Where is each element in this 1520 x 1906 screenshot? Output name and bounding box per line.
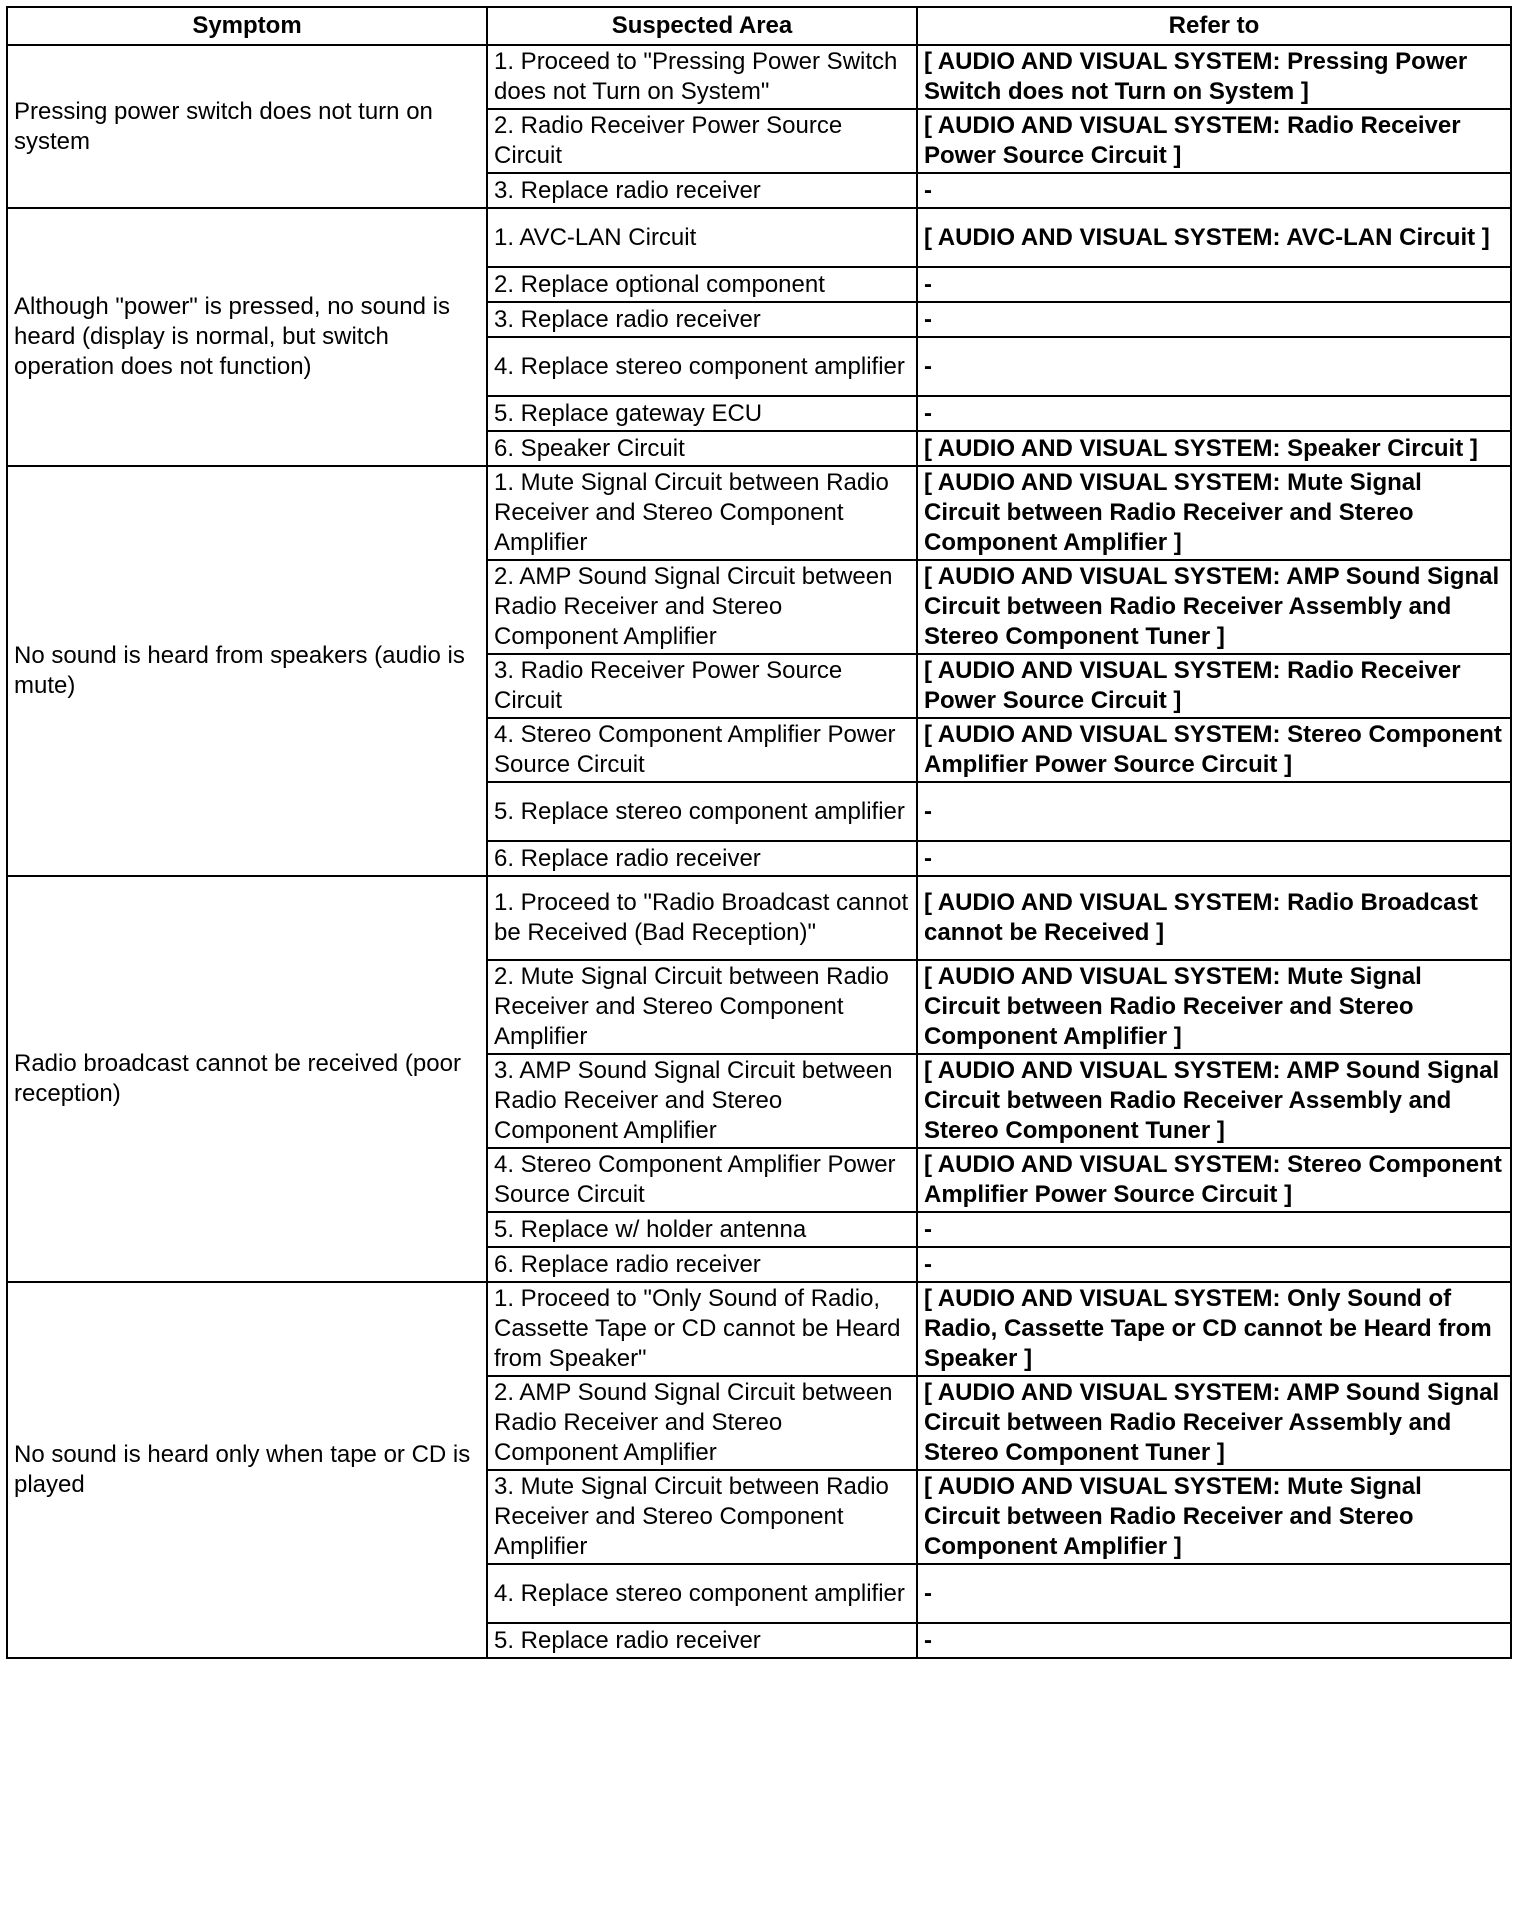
refer-to-cell: - [917, 396, 1511, 431]
refer-to-cell: [ AUDIO AND VISUAL SYSTEM: Radio Broadcast cannot be Received ] [917, 876, 1511, 960]
refer-to-cell: [ AUDIO AND VISUAL SYSTEM: AMP Sound Signal Circuit between Radio Receiver Assembly and Stereo Component Tuner ] [917, 560, 1511, 654]
refer-to-cell: [ AUDIO AND VISUAL SYSTEM: AVC-LAN Circuit ] [917, 208, 1511, 267]
refer-to-cell: - [917, 302, 1511, 337]
problem-symptoms-table [6, 6, 1512, 1659]
table-row [7, 45, 1511, 109]
table-row [7, 208, 1511, 267]
suspected-area-cell: 3. Replace radio receiver [487, 173, 917, 208]
refer-to-cell: [ AUDIO AND VISUAL SYSTEM: Mute Signal Circuit between Radio Receiver and Stereo Component Amplifier ] [917, 1470, 1511, 1564]
suspected-area-cell: 3. Mute Signal Circuit between Radio Receiver and Stereo Component Amplifier [487, 1470, 917, 1564]
suspected-area-cell: 1. Proceed to "Radio Broadcast cannot be Received (Bad Reception)" [487, 876, 917, 960]
refer-to-cell: - [917, 267, 1511, 302]
table-row [7, 876, 1511, 960]
suspected-area-cell: 3. AMP Sound Signal Circuit between Radio Receiver and Stereo Component Amplifier [487, 1054, 917, 1148]
refer-to-cell: [ AUDIO AND VISUAL SYSTEM: Pressing Power Switch does not Turn on System ] [917, 45, 1511, 109]
suspected-area-cell: 2. Mute Signal Circuit between Radio Receiver and Stereo Component Amplifier [487, 960, 917, 1054]
refer-to-cell: [ AUDIO AND VISUAL SYSTEM: Mute Signal Circuit between Radio Receiver and Stereo Component Amplifier ] [917, 466, 1511, 560]
header-symptom: Symptom [7, 7, 487, 45]
header-suspected-area: Suspected Area [487, 7, 917, 45]
suspected-area-cell: 2. AMP Sound Signal Circuit between Radio Receiver and Stereo Component Amplifier [487, 1376, 917, 1470]
suspected-area-cell: 5. Replace stereo component amplifier [487, 782, 917, 841]
refer-to-cell: - [917, 1564, 1511, 1623]
symptom-cell: Although "power" is pressed, no sound is heard (display is normal, but switch operation does not function) [7, 208, 487, 466]
suspected-area-cell: 2. Radio Receiver Power Source Circuit [487, 109, 917, 173]
suspected-area-cell: 1. AVC-LAN Circuit [487, 208, 917, 267]
suspected-area-cell: 4. Replace stereo component amplifier [487, 1564, 917, 1623]
table-body [7, 45, 1511, 1658]
header-refer-to: Refer to [917, 7, 1511, 45]
suspected-area-cell: 3. Radio Receiver Power Source Circuit [487, 654, 917, 718]
symptom-cell: Pressing power switch does not turn on system [7, 45, 487, 208]
suspected-area-cell: 5. Replace radio receiver [487, 1623, 917, 1658]
table-row [7, 1282, 1511, 1376]
refer-to-cell: - [917, 173, 1511, 208]
suspected-area-cell: 6. Replace radio receiver [487, 841, 917, 876]
suspected-area-cell: 5. Replace gateway ECU [487, 396, 917, 431]
refer-to-cell: - [917, 337, 1511, 396]
refer-to-cell: - [917, 782, 1511, 841]
suspected-area-cell: 6. Speaker Circuit [487, 431, 917, 466]
suspected-area-cell: 1. Proceed to "Pressing Power Switch does not Turn on System" [487, 45, 917, 109]
symptom-cell: Radio broadcast cannot be received (poor reception) [7, 876, 487, 1282]
refer-to-cell: [ AUDIO AND VISUAL SYSTEM: AMP Sound Signal Circuit between Radio Receiver Assembly and Stereo Component Tuner ] [917, 1054, 1511, 1148]
suspected-area-cell: 2. Replace optional component [487, 267, 917, 302]
table-header-row [7, 7, 1511, 45]
refer-to-cell: - [917, 841, 1511, 876]
suspected-area-cell: 2. AMP Sound Signal Circuit between Radio Receiver and Stereo Component Amplifier [487, 560, 917, 654]
symptom-cell: No sound is heard only when tape or CD is played [7, 1282, 487, 1658]
refer-to-cell: [ AUDIO AND VISUAL SYSTEM: Radio Receiver Power Source Circuit ] [917, 109, 1511, 173]
refer-to-cell: - [917, 1247, 1511, 1282]
document-page [6, 6, 1512, 1659]
refer-to-cell: [ AUDIO AND VISUAL SYSTEM: Speaker Circuit ] [917, 431, 1511, 466]
suspected-area-cell: 6. Replace radio receiver [487, 1247, 917, 1282]
refer-to-cell: [ AUDIO AND VISUAL SYSTEM: Only Sound of Radio, Cassette Tape or CD cannot be Heard from Speaker ] [917, 1282, 1511, 1376]
suspected-area-cell: 1. Proceed to "Only Sound of Radio, Cassette Tape or CD cannot be Heard from Speaker" [487, 1282, 917, 1376]
refer-to-cell: - [917, 1623, 1511, 1658]
refer-to-cell: [ AUDIO AND VISUAL SYSTEM: Mute Signal Circuit between Radio Receiver and Stereo Component Amplifier ] [917, 960, 1511, 1054]
refer-to-cell: [ AUDIO AND VISUAL SYSTEM: AMP Sound Signal Circuit between Radio Receiver Assembly and Stereo Component Tuner ] [917, 1376, 1511, 1470]
suspected-area-cell: 5. Replace w/ holder antenna [487, 1212, 917, 1247]
suspected-area-cell: 4. Replace stereo component amplifier [487, 337, 917, 396]
suspected-area-cell: 4. Stereo Component Amplifier Power Source Circuit [487, 718, 917, 782]
refer-to-cell: [ AUDIO AND VISUAL SYSTEM: Stereo Component Amplifier Power Source Circuit ] [917, 718, 1511, 782]
refer-to-cell: [ AUDIO AND VISUAL SYSTEM: Radio Receiver Power Source Circuit ] [917, 654, 1511, 718]
suspected-area-cell: 3. Replace radio receiver [487, 302, 917, 337]
symptom-cell: No sound is heard from speakers (audio is mute) [7, 466, 487, 876]
suspected-area-cell: 1. Mute Signal Circuit between Radio Receiver and Stereo Component Amplifier [487, 466, 917, 560]
refer-to-cell: [ AUDIO AND VISUAL SYSTEM: Stereo Component Amplifier Power Source Circuit ] [917, 1148, 1511, 1212]
refer-to-cell: - [917, 1212, 1511, 1247]
suspected-area-cell: 4. Stereo Component Amplifier Power Source Circuit [487, 1148, 917, 1212]
table-row [7, 466, 1511, 560]
